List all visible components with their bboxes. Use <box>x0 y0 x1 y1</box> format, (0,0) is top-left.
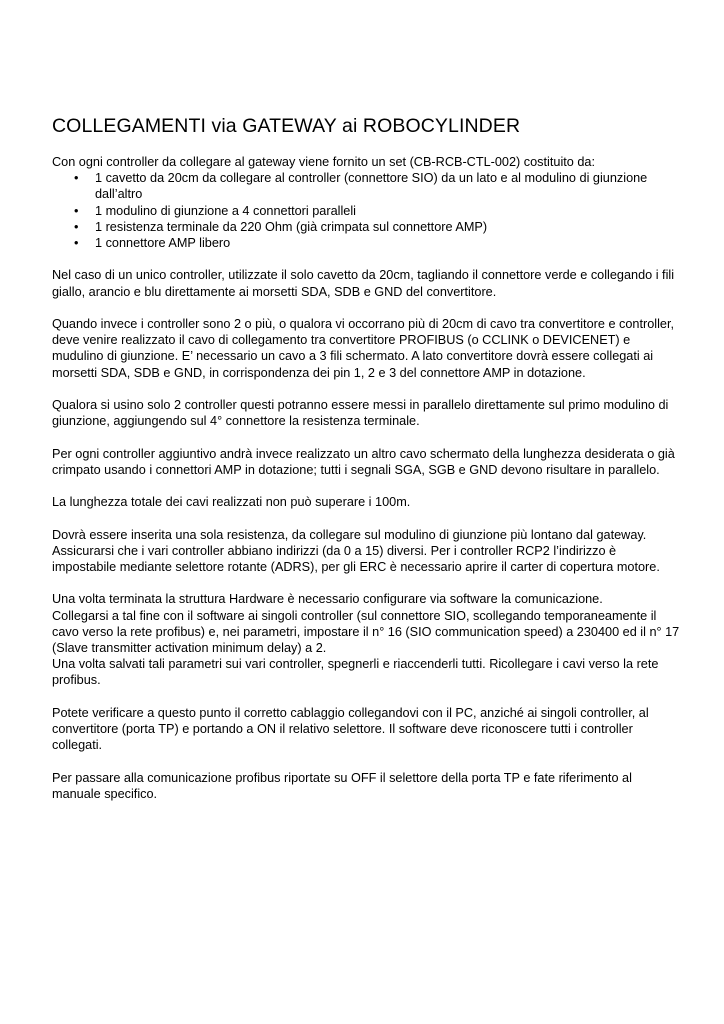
bullet-icon: • <box>74 219 79 234</box>
verification-paragraph: Potete verificare a questo punto il corretto cablaggio collegandovi con il PC, anziché ai singoli controller, al convertitore (porta TP) e portando a ON il relativo selettore. Il software deve riconoscere tutti i controller collegati. <box>52 705 649 753</box>
multi-controller-paragraph: Quando invece i controller sono 2 o più, o qualora vi occorrano più di 20cm di cavo tra convertitore e controller, deve venire realizzato il cavo di collegamento tra convertitore PROFIBUS (o CCLINK o DEVICENET) e mudulino di giunzione. E’ necessario un cavo a 3 fili schermato. A lato convertitore dovrà essere collegati ai morsetti SDA, SDB e GND, in corrispondenza dei pin 1, 2 e 3 del connettore AMP in dotazione. <box>52 317 675 380</box>
list-item <box>52 203 682 219</box>
list-item <box>52 219 682 235</box>
profibus-switch-paragraph: Per passare alla comunicazione profibus riportate su OFF il selettore della porta TP e fate riferimento al manuale specifico. <box>52 770 632 801</box>
restart-paragraph: Una volta salvati tali parametri sui vari controller, spegnerli e riaccenderli tutti. Ricollegare i cavi verso la rete profibus. <box>52 657 659 688</box>
document-page <box>52 114 682 818</box>
list-item-text: 1 cavetto da 20cm da collegare al controller (connettore SIO) da un lato e al modulino di giunzione dall’altro <box>95 171 648 202</box>
bullet-icon: • <box>74 236 79 251</box>
parameters-paragraph: Collegarsi a tal fine con il software ai singoli controller (sul connettore SIO, scollegando temporaneamente il cavo verso la rete profibus) e, nei parametri, impostare il n° 16 (SIO communication speed) a 230400 ed il n° 17 (Slave transmitter activation minimum delay) a 2. <box>52 608 680 655</box>
max-length-paragraph: La lunghezza totale dei cavi realizzati non può superare i 100m. <box>52 495 411 510</box>
intro-paragraph: Con ogni controller da collegare al gateway viene fornito un set (CB-RCB-CTL-002) costituito da: <box>52 155 596 169</box>
list-item-text: 1 resistenza terminale da 220 Ohm (già crimpata sul connettore AMP) <box>95 219 488 234</box>
list-item <box>52 235 682 251</box>
list-item-text: 1 connettore AMP libero <box>95 236 231 251</box>
software-config-paragraph: Una volta terminata la struttura Hardware è necessario configurare via software la comunicazione. <box>52 592 603 607</box>
two-controllers-paragraph: Qualora si usino solo 2 controller questi potranno essere messi in parallelo direttamente sul primo modulino di giunzione, aggiungendo sul 4° connettore la resistenza terminale. <box>52 398 669 429</box>
page-title: COLLEGAMENTI via GATEWAY ai ROBOCYLINDER <box>52 115 521 137</box>
list-item <box>52 170 682 202</box>
additional-controller-paragraph: Per ogni controller aggiuntivo andrà invece realizzato un altro cavo schermato della lunghezza desiderata o già crimpato usando i connettori AMP in dotazione; tutti i segnali SGA, SGB e GND devono risultare in parallelo. <box>52 446 675 477</box>
resistor-paragraph: Dovrà essere inserita una sola resistenza, da collegare sul modulino di giunzione più lontano dal gateway. <box>52 527 647 542</box>
bullet-icon: • <box>74 203 79 218</box>
bullet-icon: • <box>74 171 79 186</box>
list-item-text: 1 modulino di giunzione a 4 connettori paralleli <box>95 203 356 218</box>
address-paragraph: Assicurarsi che i vari controller abbiano indirizzi (da 0 a 15) diversi. Per i controller RCP2 l’indirizzo è impostabile mediante selettore rotante (ADRS), per gli ERC è necessario aprire il carter di copertura motore. <box>52 543 660 574</box>
kit-contents-list <box>52 170 682 251</box>
single-controller-paragraph: Nel caso di un unico controller, utilizzate il solo cavetto da 20cm, tagliando il connettore verde e collegando i fili giallo, arancio e blu direttamente ai morsetti SDA, SDB e GND del convertitore. <box>52 268 675 299</box>
